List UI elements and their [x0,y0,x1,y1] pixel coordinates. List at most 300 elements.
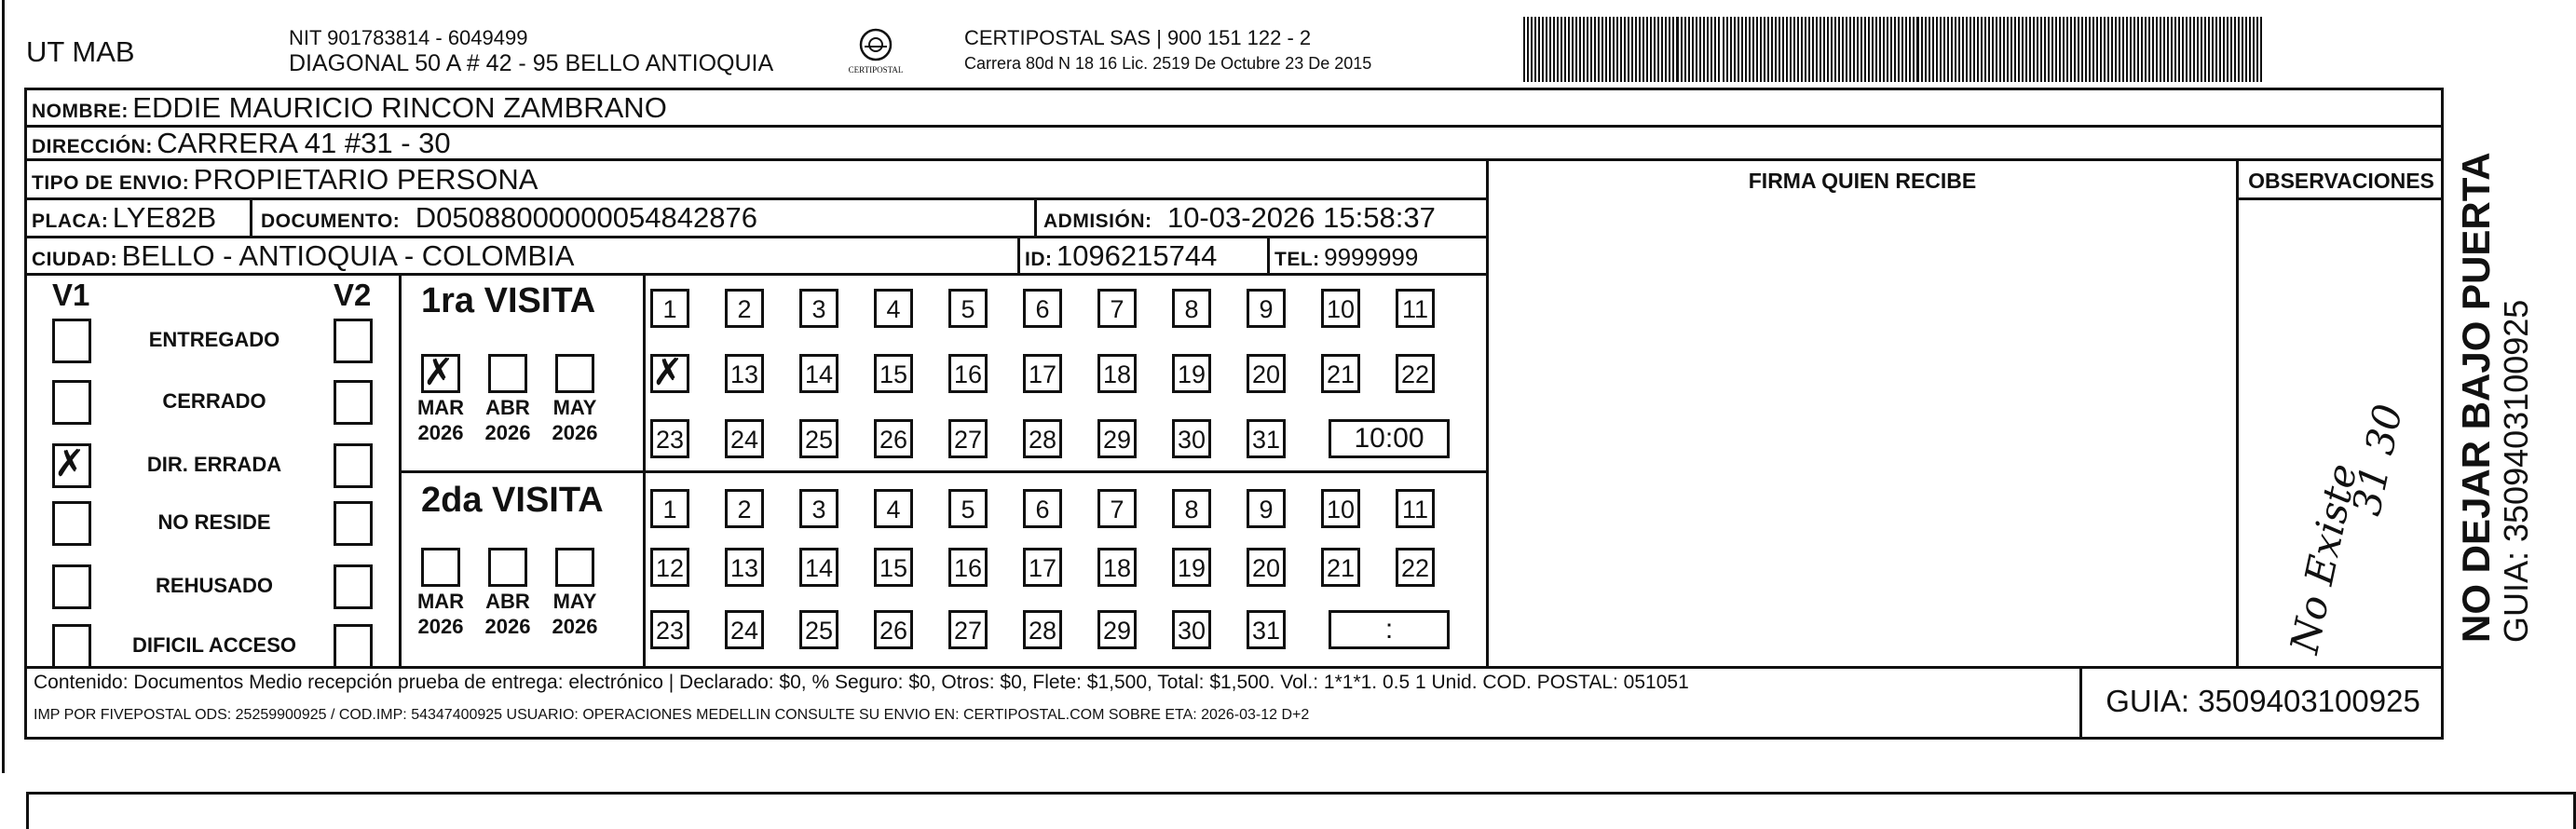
barcode-bar [1760,17,1762,82]
barcode-bar [1801,17,1803,82]
barcode-bar [1590,17,1592,82]
barcode-bar [1929,17,1930,82]
documento-value: D05088000000054842876 [415,201,757,234]
visit2-day-10[interactable]: 10 [1321,489,1360,528]
barcode-bar [1726,17,1728,82]
barcode-bar [2189,17,2191,82]
barcode-bar [2201,17,2202,82]
visit2-month-label: MAY [552,590,597,613]
visit2-title: 2da VISITA [421,481,604,520]
barcode-bar [2167,17,2169,82]
tipo-label: TIPO DE ENVIO: [32,172,190,194]
visit1-day-14[interactable]: 14 [799,354,838,393]
barcode-bar [2174,17,2176,82]
barcode-bar [2074,17,2076,82]
visit2-day-18[interactable]: 18 [1097,548,1137,587]
admision-label: ADMISIÓN: [1043,211,1152,232]
v2-checkbox[interactable] [334,380,373,425]
visit2-day-6[interactable]: 6 [1023,489,1062,528]
barcode-bar [1894,17,1896,82]
barcode-bar [2215,17,2217,82]
barcode-bar [2003,17,2005,82]
visit1-day-9[interactable]: 9 [1247,289,1286,328]
tel-row [1274,243,1418,272]
tipo-row [32,163,538,197]
id-label: ID: [1025,249,1053,270]
observaciones-note [2273,289,2412,658]
visit1-day-check: ✗ [652,351,684,394]
visit1-day-18[interactable]: 18 [1097,354,1137,393]
visit2-day-16[interactable]: 16 [948,548,988,587]
barcode-bar [2104,17,2106,82]
visit1-day-4[interactable]: 4 [874,289,913,328]
barcode-bar [2040,17,2042,82]
visit1-day-29[interactable]: 29 [1097,419,1137,458]
barcode-bar [1579,17,1581,82]
status-label: ENTREGADO [148,328,280,351]
barcode-bar [1827,17,1829,82]
row-line-visits [399,470,1487,473]
footer-guia: GUIA: 3509403100925 [2106,684,2420,718]
visit1-month-label: ABR [485,396,530,419]
barcode-bar [1752,17,1754,82]
visit1-day-2[interactable]: 2 [725,289,764,328]
visit2-year-label: 2026 [417,615,464,638]
v2-checkbox[interactable] [334,624,373,669]
barcode-bar [2119,17,2120,82]
documento-label: DOCUMENTO: [261,211,401,232]
barcode-bar [1684,17,1686,82]
barcode-bar [1838,17,1840,82]
barcode-bar [1947,17,1949,82]
barcode-bar [1849,17,1851,82]
barcode-bar [2145,17,2147,82]
barcode-bar [1723,17,1724,82]
barcode-bar [2238,17,2240,82]
visit2-day-21[interactable]: 21 [1321,548,1360,587]
barcode-bar [1969,17,1971,82]
barcode-bar [1966,17,1968,82]
status-label: REHUSADO [156,574,273,597]
barcode-bar [2022,17,2024,82]
v1-check-mark: ✗ [54,442,86,485]
certipostal-logo [838,26,913,82]
visit1-month-label: MAY [552,396,597,419]
row-line-3b [2236,197,2444,200]
side-text [2455,84,2567,643]
status-label: CERRADO [162,389,266,413]
barcode-bar [2089,17,2091,82]
visit1-day-1[interactable]: 1 [650,289,689,328]
visit1-day-22[interactable]: 22 [1396,354,1435,393]
barcode-bar [1730,17,1732,82]
barcode-bar [1775,17,1777,82]
visit2-day-27[interactable]: 27 [948,610,988,649]
visit2-day-11[interactable]: 11 [1396,489,1435,528]
barcode-bar [1823,17,1825,82]
barcode-bar [1561,17,1562,82]
barcode-bar [1542,17,1544,82]
v1-checkbox[interactable] [52,624,91,669]
col-tel-left [1267,236,1270,273]
barcode-bar [1996,17,1997,82]
barcode-bar [2059,17,2061,82]
visit1-day-15[interactable]: 15 [874,354,913,393]
visit1-day-28[interactable]: 28 [1023,419,1062,458]
barcode-bar [1672,17,1674,82]
visit2-day-23[interactable]: 23 [650,610,689,649]
visit2-day-19[interactable]: 19 [1172,548,1211,587]
barcode-bar [1605,17,1607,82]
barcode-bar [1707,17,1709,82]
barcode-bar [2193,17,2195,82]
barcode-bar [2234,17,2236,82]
visit2-day-15[interactable]: 15 [874,548,913,587]
col-days-left [643,273,646,666]
visit1-day-19[interactable]: 19 [1172,354,1211,393]
barcode-bar [2242,17,2243,82]
nombre-value: EDDIE MAURICIO RINCON ZAMBRANO [132,91,667,124]
visit2-day-31[interactable]: 31 [1247,610,1286,649]
barcode-bar [1872,17,1874,82]
ciudad-value: BELLO - ANTIOQUIA - COLOMBIA [121,239,575,272]
barcode-bar [1650,17,1652,82]
barcode-bar [1853,17,1855,82]
visit2-day-20[interactable]: 20 [1247,548,1286,587]
barcode-bar [1703,17,1705,82]
barcode-bar [2160,17,2161,82]
barcode-bar [2182,17,2184,82]
visit1-day-31[interactable]: 31 [1247,419,1286,458]
barcode-bar [1557,17,1559,82]
direccion-row [32,127,451,160]
barcode-bar [1616,17,1618,82]
barcode-bar [2100,17,2102,82]
visit1-day-17[interactable]: 17 [1023,354,1062,393]
tel-value: 9999999 [1324,243,1419,271]
visit2-day-7[interactable]: 7 [1097,489,1137,528]
visit2-day-2[interactable]: 2 [725,489,764,528]
barcode-bar [1657,17,1659,82]
visit2-day-17[interactable]: 17 [1023,548,1062,587]
visit1-year-label: 2026 [484,421,531,444]
visit1-day-7[interactable]: 7 [1097,289,1137,328]
barcode-bar [2051,17,2053,82]
visit2-month-label: MAR [416,590,465,613]
barcode-bar [1639,17,1641,82]
col-firma-left [1486,158,1489,666]
barcode-bar [1779,17,1780,82]
visit1-day-25[interactable]: 25 [799,419,838,458]
visit2-day-5[interactable]: 5 [948,489,988,528]
barcode-bar [2010,17,2012,82]
barcode-bar [2197,17,2199,82]
barcode-bar [2178,17,2180,82]
barcode-bar [1642,17,1644,82]
barcode-bar [1745,17,1747,82]
barcode-bar [1898,17,1900,82]
barcode-bar [2025,17,2027,82]
barcode-bar [1718,17,1720,82]
placa-label: PLACA: [32,211,109,232]
visit1-day-6[interactable]: 6 [1023,289,1062,328]
barcode-bar [2148,17,2150,82]
barcode-bar [1909,17,1911,82]
carrier-line1: CERTIPOSTAL SAS | 900 151 122 - 2 [964,26,1312,49]
barcode-bar [1549,17,1551,82]
barcode-bar [1756,17,1758,82]
visit2-day-30[interactable]: 30 [1172,610,1211,649]
barcode-bar [2256,17,2258,82]
barcode-bar [1587,17,1588,82]
barcode-bar [2033,17,2035,82]
v2-label: V2 [334,278,372,312]
barcode-bar [1883,17,1885,82]
barcode-bar [2111,17,2113,82]
barcode-bar [1812,17,1814,82]
barcode-bar [1925,17,1927,82]
visit2-day-14[interactable]: 14 [799,548,838,587]
visit1-day-8[interactable]: 8 [1172,289,1211,328]
barcode-bar [1864,17,1866,82]
barcode-bar [1601,17,1603,82]
firma-header: FIRMA QUIEN RECIBE [1748,169,1977,193]
visit2-day-1[interactable]: 1 [650,489,689,528]
barcode-bar [2227,17,2228,82]
visit2-day-4[interactable]: 4 [874,489,913,528]
barcode-bar [1834,17,1836,82]
barcode-bar [1890,17,1892,82]
barcode-bar [2249,17,2251,82]
visit2-month-box-abr[interactable] [488,548,527,587]
visit2-day-9[interactable]: 9 [1247,489,1286,528]
barcode-bar [1624,17,1626,82]
barcode-bar [2055,17,2057,82]
barcode-bar [1875,17,1877,82]
barcode-bar [2219,17,2221,82]
barcode-bar [1749,17,1751,82]
barcode-bar [2133,17,2135,82]
barcode-bar [2137,17,2139,82]
barcode-bar [1594,17,1596,82]
visit1-month-label: MAR [416,396,465,419]
barcode-bar [2096,17,2098,82]
barcode-bar [1905,17,1907,82]
side-line1: NO DEJAR BAJO PUERTA [2454,152,2498,643]
barcode-bar [1797,17,1799,82]
barcode-bar [1805,17,1806,82]
col-id-left [1017,236,1020,273]
row-line-5 [24,273,1487,276]
observaciones-note-line1: No Existe [2281,459,2366,658]
barcode-bar [1527,17,1529,82]
visit1-day-10[interactable]: 10 [1321,289,1360,328]
left-edge-line [2,0,5,773]
tipo-value: PROPIETARIO PERSONA [193,163,538,196]
visit1-month-box-abr[interactable] [488,354,527,393]
visit1-time-slot[interactable]: 10:00 [1329,419,1450,458]
visit1-month-box-may[interactable] [555,354,594,393]
ciudad-row [32,239,574,273]
visit1-day-11[interactable]: 11 [1396,289,1435,328]
barcode-bar [2048,17,2050,82]
row-line-3 [24,197,1487,200]
visit2-month-box-may[interactable] [555,548,594,587]
id-row [1025,239,1217,273]
barcode-bar [1846,17,1847,82]
barcode-bar [1692,17,1694,82]
visit1-day-3[interactable]: 3 [799,289,838,328]
visit1-day-21[interactable]: 21 [1321,354,1360,393]
barcode-bar [1782,17,1784,82]
barcode-bar [1568,17,1570,82]
barcode-bar [2078,17,2079,82]
barcode-bar [2204,17,2206,82]
v1-checkbox[interactable] [52,501,91,546]
barcode-bar [1943,17,1945,82]
barcode-bar [1857,17,1859,82]
visit1-day-27[interactable]: 27 [948,419,988,458]
barcode-bar [2130,17,2132,82]
barcode-bar [2253,17,2255,82]
barcode-bar [1786,17,1788,82]
visit2-month-label: ABR [485,590,530,613]
barcode-bar [2152,17,2154,82]
v1-checkbox[interactable] [52,380,91,425]
barcode-bar [1916,17,1919,82]
barcode-bar [2212,17,2214,82]
v2-checkbox[interactable] [334,564,373,609]
v1-checkbox[interactable] [52,564,91,609]
barcode-bar [1936,17,1938,82]
visit2-day-26[interactable]: 26 [874,610,913,649]
barcode-bar [1564,17,1566,82]
status-label: DIR. ERRADA [146,453,282,476]
barcode-bar [1913,17,1915,82]
visit1-day-30[interactable]: 30 [1172,419,1211,458]
barcode-bar [1553,17,1555,82]
barcode-bar [2186,17,2188,82]
v2-checkbox[interactable] [334,319,373,363]
barcode-bar [1631,17,1633,82]
visit1-day-13[interactable]: 13 [725,354,764,393]
observaciones-note-line2: 31 30 [2343,400,2412,520]
barcode-bar [2014,17,2016,82]
visit1-year-label: 2026 [417,421,464,444]
barcode-bar [1999,17,2001,82]
barcode-bar [2126,17,2128,82]
visit2-day-28[interactable]: 28 [1023,610,1062,649]
visit2-day-24[interactable]: 24 [725,610,764,649]
barcode-bar [1546,17,1547,82]
barcode-bar [2066,17,2068,82]
barcode-bar [2230,17,2232,82]
barcode-bar [2115,17,2117,82]
barcode-bar [1868,17,1870,82]
barcode-bar [2107,17,2109,82]
barcode-bar [2081,17,2083,82]
barcode-bar [1714,17,1716,82]
visit2-day-3[interactable]: 3 [799,489,838,528]
visit1-day-20[interactable]: 20 [1247,354,1286,393]
barcode-bar [1879,17,1881,82]
sender-nit: NIT 901783814 - 6049499 [289,26,528,49]
placa-row [32,201,216,235]
barcode-bar [1973,17,1975,82]
barcode-bar [1734,17,1736,82]
visit1-day-5[interactable]: 5 [948,289,988,328]
v2-checkbox[interactable] [334,501,373,546]
bottom-separator [26,792,2576,829]
visit1-day-24[interactable]: 24 [725,419,764,458]
barcode-bar [1635,17,1637,82]
visit2-day-8[interactable]: 8 [1172,489,1211,528]
barcode-bar [1977,17,1979,82]
visit2-day-13[interactable]: 13 [725,548,764,587]
visit2-time-slot[interactable]: : [1329,610,1450,649]
nombre-label: NOMBRE: [32,101,129,122]
barcode-bar [1676,17,1679,82]
v1-checkbox[interactable] [52,319,91,363]
visit1-title: 1ra VISITA [421,281,596,320]
visit2-day-29[interactable]: 29 [1097,610,1137,649]
barcode-bar [1790,17,1792,82]
barcode-bar [1860,17,1862,82]
ciudad-label: CIUDAD: [32,249,118,270]
barcode-bar [1534,17,1536,82]
barcode-bar [2171,17,2173,82]
col-placa-right [250,197,252,236]
barcode-bar [1620,17,1622,82]
barcode-bar [1609,17,1611,82]
admision-value: 10-03-2026 15:58:37 [1166,201,1436,234]
visit1-day-26[interactable]: 26 [874,419,913,458]
visit2-day-22[interactable]: 22 [1396,548,1435,587]
status-label: DIFICIL ACCESO [131,633,296,657]
barcode-bar [1696,17,1697,82]
visit1-day-23[interactable]: 23 [650,419,689,458]
barcode-bar [2156,17,2158,82]
direccion-value: CARRERA 41 #31 - 30 [157,127,451,159]
certipostal-logo-text: CERTIPOSTAL [848,65,904,75]
col-status-right [399,273,402,666]
barcode-bar [1741,17,1743,82]
barcode [1523,17,2269,82]
barcode-bar [2122,17,2124,82]
visit2-day-25[interactable]: 25 [799,610,838,649]
barcode-bar [1771,17,1773,82]
barcode-bar [1654,17,1656,82]
visit2-month-box-mar[interactable] [421,548,460,587]
carrier-line2: Carrera 80d N 18 16 Lic. 2519 De Octubre 23 De 2015 [964,54,1372,73]
visit1-day-16[interactable]: 16 [948,354,988,393]
col-admision-left [1034,197,1037,236]
tel-label: TEL: [1274,249,1320,270]
barcode-bar [1628,17,1629,82]
barcode-bar [1572,17,1574,82]
v2-checkbox[interactable] [334,443,373,488]
barcode-bar [2163,17,2165,82]
barcode-bar [1981,17,1983,82]
barcode-bar [1665,17,1667,82]
barcode-bar [1661,17,1663,82]
barcode-bar [1538,17,1540,82]
barcode-bar [1820,17,1821,82]
barcode-bar [1984,17,1986,82]
barcode-bar [1646,17,1648,82]
visit2-day-12[interactable]: 12 [650,548,689,587]
barcode-bar [1598,17,1600,82]
